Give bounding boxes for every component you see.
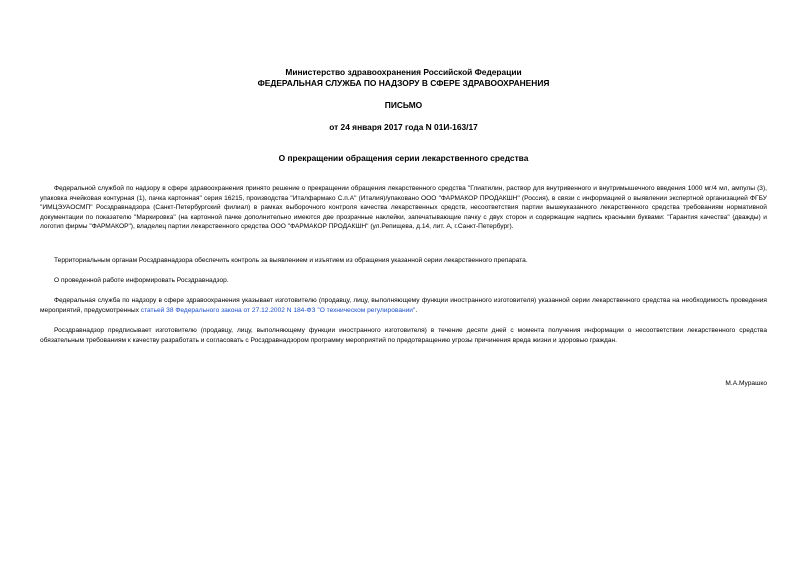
service-title: ФЕДЕРАЛЬНАЯ СЛУЖБА ПО НАДЗОРУ В СФЕРЕ ЗДРАВООХРАНЕНИЯ: [257, 78, 550, 88]
paragraph-territorial-control: Территориальным органам Росздравнадзора обеспечить контроль за выявлением и изъятием из обращения указанной серии лекарственного препарата.: [54, 257, 528, 264]
paragraph-decision: Федеральной службой по надзору в сфере здравоохранения принято решение о прекращении обращения лекарственного средства "Глиатилин, раствор для внутривенного и внутримышечного введения 1000 мг/4 мл, ампулы (3), упаковка ячейковая контурная (1), пачка картонная" серия 16215, производства "Италфармако С.п.А" (Италия)/упаковано ООО "ФАРМАКОР ПРОДАКШН" (Россия), в связи с информацией о выявлении экспертной организацией ФГБУ "ИМЦЭУАОСМП" Росздравнадзора (Санкт-Петербургский филиал) в рамках выборочного контроля качества лекарственных средств, несоответствия партии вышеуказанного лекарственного средства требованиям нормативной документации по показателю "Маркировка" (на картонной пачке дополнительно имеются две прозрачные наклейки, запечатывающие пачку с двух сторон и содержащие надпись красными буквами: "Гарантия качества" (дважды) и логотип фирмы "ФАРМАКОР"), владелец партии лекарственного средства ООО "ФАРМАКОР ПРОДАКШН" (ул.Репищева, д.14, лит. А, г.Санкт-Петербург).: [40, 185, 767, 231]
paragraph-text-end: .: [415, 306, 418, 314]
law-article-link[interactable]: статьей 38 Федерального закона от 27.12.2002 N 184-ФЗ "О техническом регулировании": [140, 306, 416, 314]
paragraph-manufacturer-measures: [40, 296, 767, 315]
paragraph-prescription: Росздравнадзор предписывает изготовителю (продавцу, лицу, выполняющему функции иностранного изготовителя) в течение десяти дней с момента получения информации о несоответствии лекарственного средства обязательным требованиям к качеству разработать и согласовать с Росздравнадзором программу мероприятий по предотвращению угрозы причинения вреда жизни и здоровью граждан.: [40, 327, 767, 344]
ministry-title: Министерство здравоохранения Российской Федерации: [285, 67, 522, 77]
paragraph-text-start: Федеральная служба по надзору в сфере здравоохранения указывает изготовителю (продавцу, лицу, выполняющему функции иностранного изготовителя) указанной серии лекарственного средства на необходимость проведения мероприятий, предусмотренных: [40, 297, 767, 314]
document-type: ПИСЬМО: [384, 100, 423, 110]
signature: М.А.Мурашко: [725, 380, 767, 387]
paragraph-inform: О проведенной работе информировать Росздравнадзор.: [54, 277, 229, 284]
document-subject: О прекращении обращения серии лекарственного средства: [278, 153, 529, 163]
document-date-number: от 24 января 2017 года N 01И-163/17: [329, 122, 478, 132]
